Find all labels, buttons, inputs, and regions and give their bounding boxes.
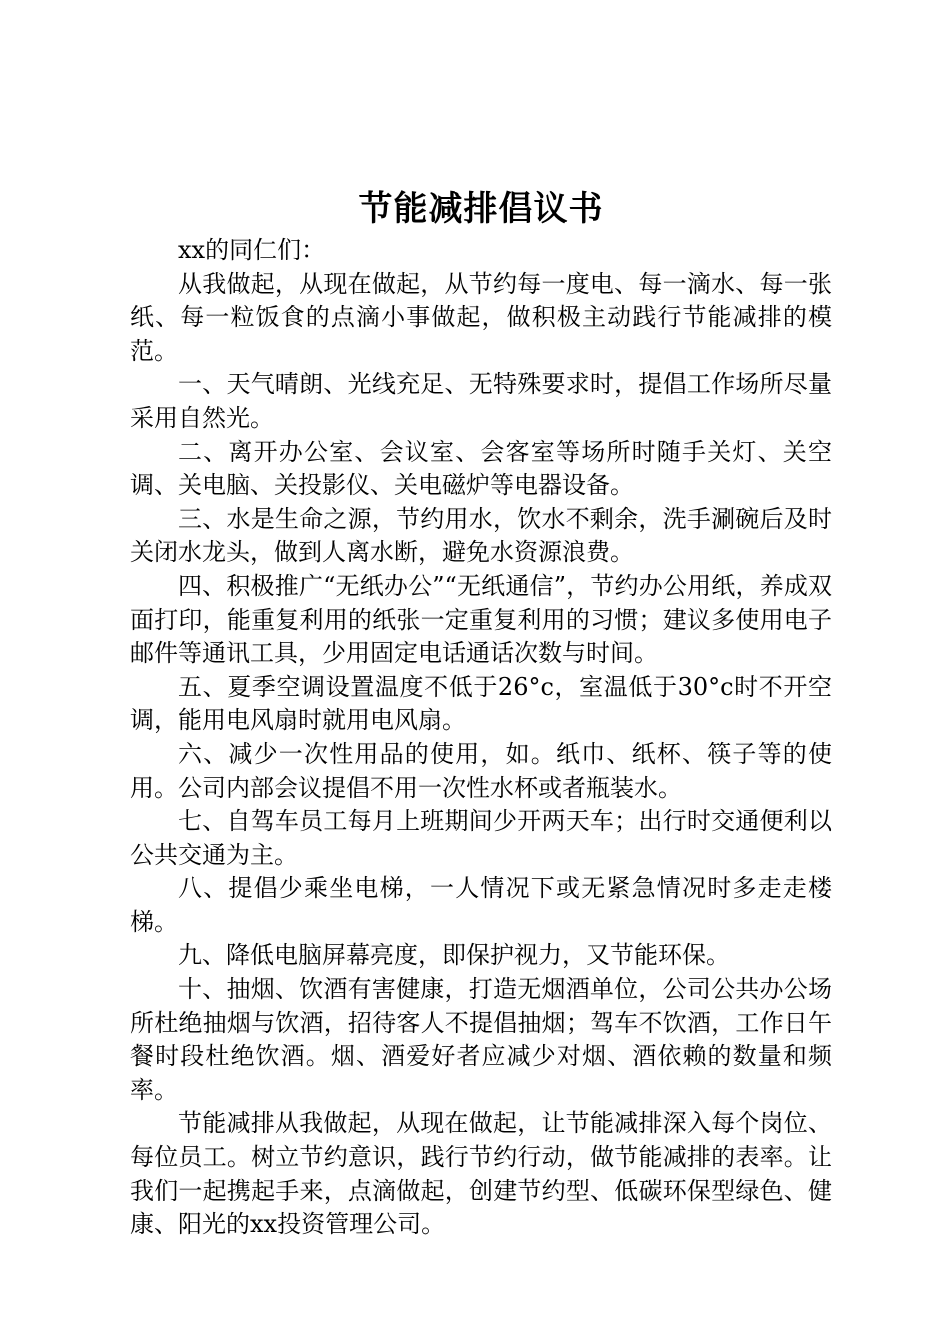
- paragraph-item-1: 一、天气晴朗、光线充足、无特殊要求时，提倡工作场所尽量采用自然光。: [130, 370, 832, 432]
- paragraph-item-4: 四、积极推广“无纸办公”“无纸通信”，节约办公用纸，养成双面打印，能重复利用的纸张一定重复利用的习惯；建议多使用电子邮件等通讯工具，少用固定电话通话次数与时间。: [130, 571, 832, 668]
- paragraph-item-3: 三、水是生命之源，节约用水，饮水不剩余，洗手涮碗后及时关闭水龙头，做到人离水断，避免水资源浪费。: [130, 504, 832, 567]
- paragraph-item-10: 十、抽烟、饮酒有害健康，打造无烟酒单位，公司公共办公场所杜绝抽烟与饮酒，招待客人不提倡抽烟；驾车不饮酒，工作日午餐时段杜绝饮酒。烟、酒爱好者应减少对烟、酒依赖的数量和频率。: [130, 975, 832, 1104]
- document-page: [130, 186, 832, 1242]
- paragraph-item-2: 二、离开办公室、会议室、会客室等场所时随手关灯、关空调、关电脑、关投影仪、关电磁炉等电器设备。: [130, 437, 832, 500]
- paragraph-intro: 从我做起，从现在做起，从节约每一度电、每一滴水、每一张纸、每一粒饭食的点滴小事做起，做积极主动践行节能减排的模范。: [130, 269, 832, 365]
- greeting: xx的同仁们：: [178, 236, 326, 264]
- paragraph-item-8: 八、提倡少乘坐电梯，一人情况下或无紧急情况时多走走楼梯。: [130, 874, 832, 936]
- paragraph-closing: 节能减排从我做起，从现在做起，让节能减排深入每个岗位、每位员工。树立节约意识，践行节约行动，做节能减排的表率。让我们一起携起手来，点滴做起，创建节约型、低碳环保型绿色、健康、阳光的xx投资管理公司。: [130, 1109, 832, 1239]
- document-title: 节能减排倡议书: [358, 189, 604, 229]
- paragraph-item-7: 七、自驾车员工每月上班期间少开两天车；出行时交通便利以公共交通为主。: [130, 807, 832, 869]
- paragraph-item-6: 六、减少一次性用品的使用，如。纸巾、纸杯、筷子等的使用。公司内部会议提倡不用一次性水杯或者瓶装水。: [130, 739, 832, 802]
- paragraph-item-9: 九、降低电脑屏幕亮度，即保护视力，又节能环保。: [178, 941, 730, 970]
- paragraph-item-5: 五、夏季空调设置温度不低于26°c，室温低于30°c时不开空调，能用电风扇时就用电风扇。: [130, 672, 832, 735]
